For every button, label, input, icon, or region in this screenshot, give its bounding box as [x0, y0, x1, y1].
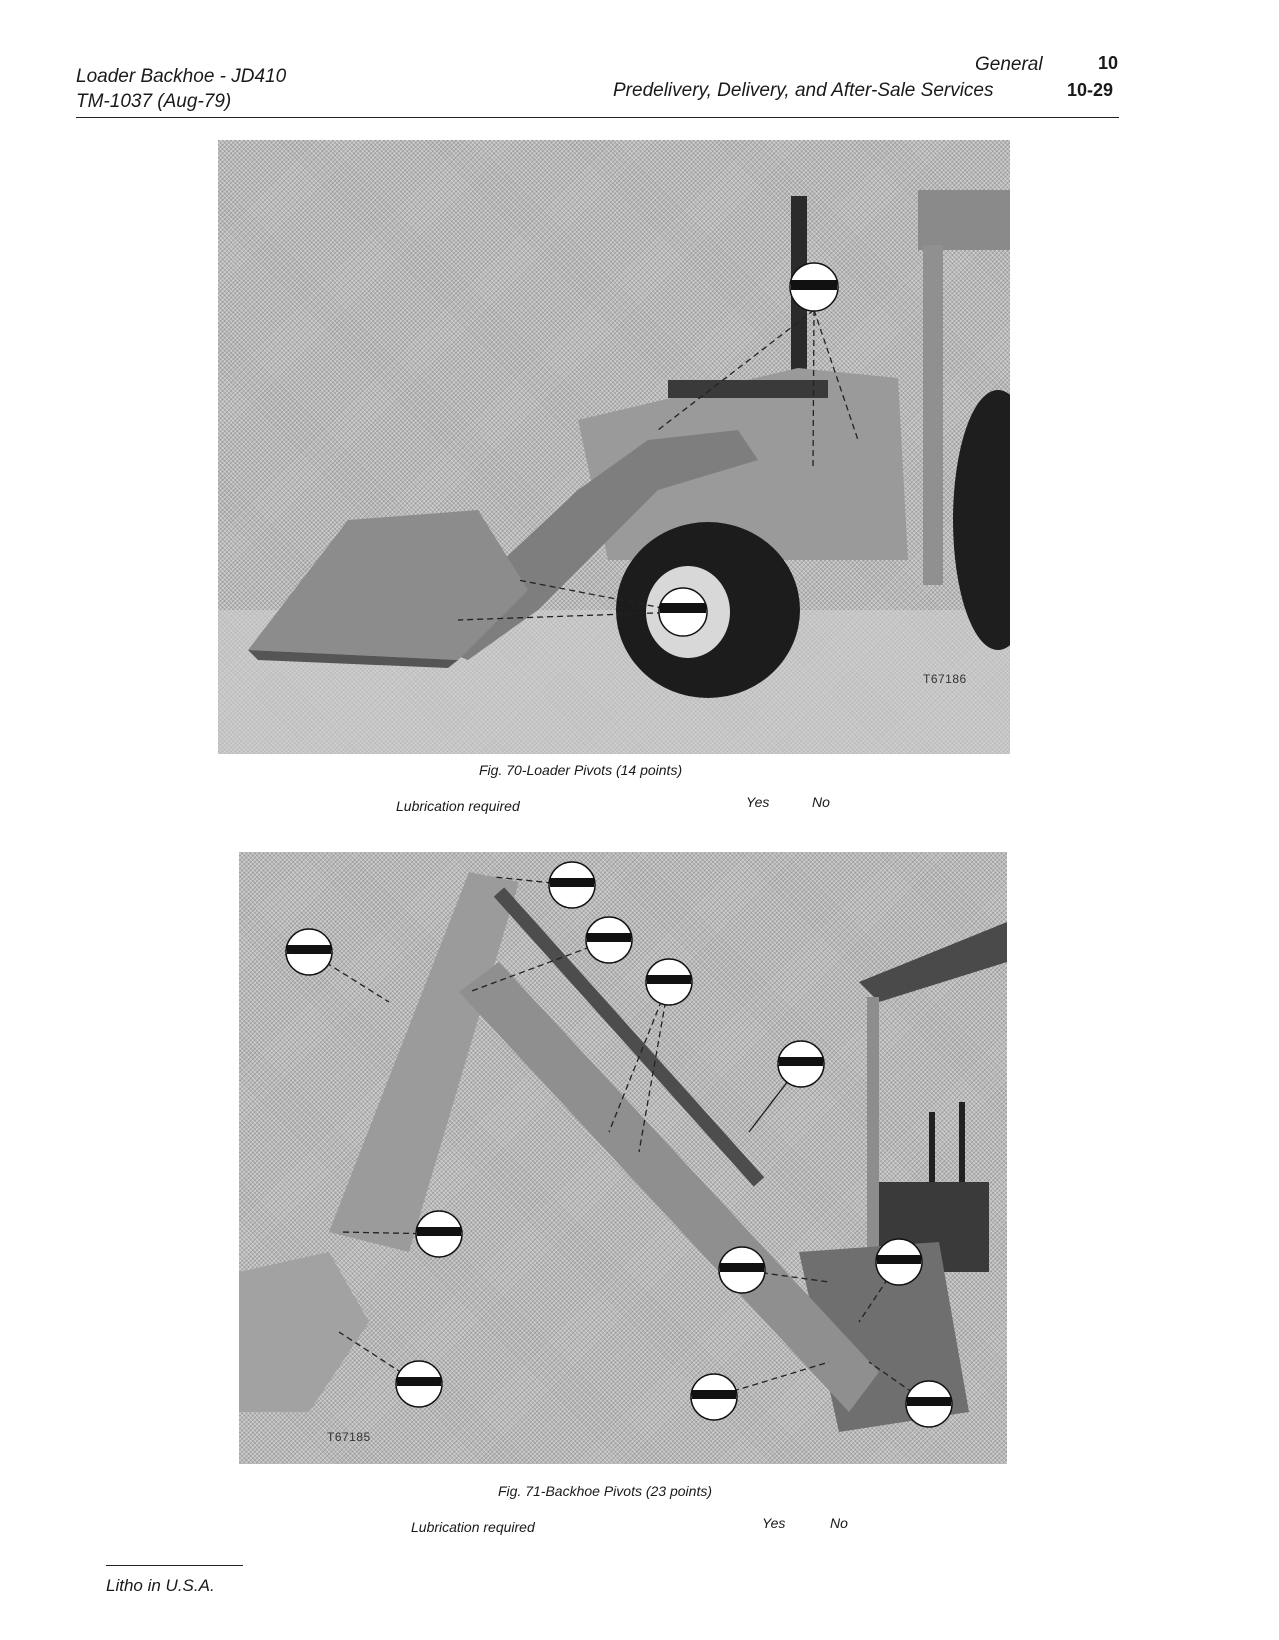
- section-name: General: [975, 54, 1043, 75]
- loader-illustration: [218, 140, 1010, 754]
- section-number: 10: [1098, 53, 1119, 73]
- figure-71-lubrication-label: Lubrication required: [411, 1519, 535, 1535]
- figure-70-lubrication-label: Lubrication required: [396, 798, 520, 814]
- figure-71-caption: Fig. 71-Backhoe Pivots (23 points): [498, 1483, 712, 1499]
- subsection-name: Predelivery, Delivery, and After-Sale Services: [613, 80, 994, 101]
- manual-title: Loader Backhoe - JD410: [76, 66, 287, 87]
- backhoe-image-tag: T67185: [327, 1430, 371, 1444]
- backhoe-pivots-photo: [239, 852, 1007, 1464]
- figure-71-no-option[interactable]: No: [830, 1515, 848, 1531]
- manual-code: TM-1037 (Aug-79): [76, 91, 232, 112]
- page-number: 10-29: [1067, 80, 1114, 100]
- callout-circle-icon: [659, 588, 707, 636]
- header-rule: [76, 117, 1119, 118]
- figure-70-yes-option[interactable]: Yes: [746, 794, 770, 810]
- loader-image-tag: T67186: [923, 672, 967, 686]
- figure-70-no-option[interactable]: No: [812, 794, 830, 810]
- figure-71-yes-option[interactable]: Yes: [762, 1515, 786, 1531]
- callout-circle-icon: [790, 263, 838, 311]
- footer-imprint: Litho in U.S.A.: [106, 1576, 215, 1595]
- backhoe-illustration: [239, 852, 1007, 1464]
- loader-pivots-photo: [218, 140, 1010, 754]
- figure-70-caption: Fig. 70-Loader Pivots (14 points): [479, 762, 683, 778]
- footer-rule: [106, 1565, 243, 1566]
